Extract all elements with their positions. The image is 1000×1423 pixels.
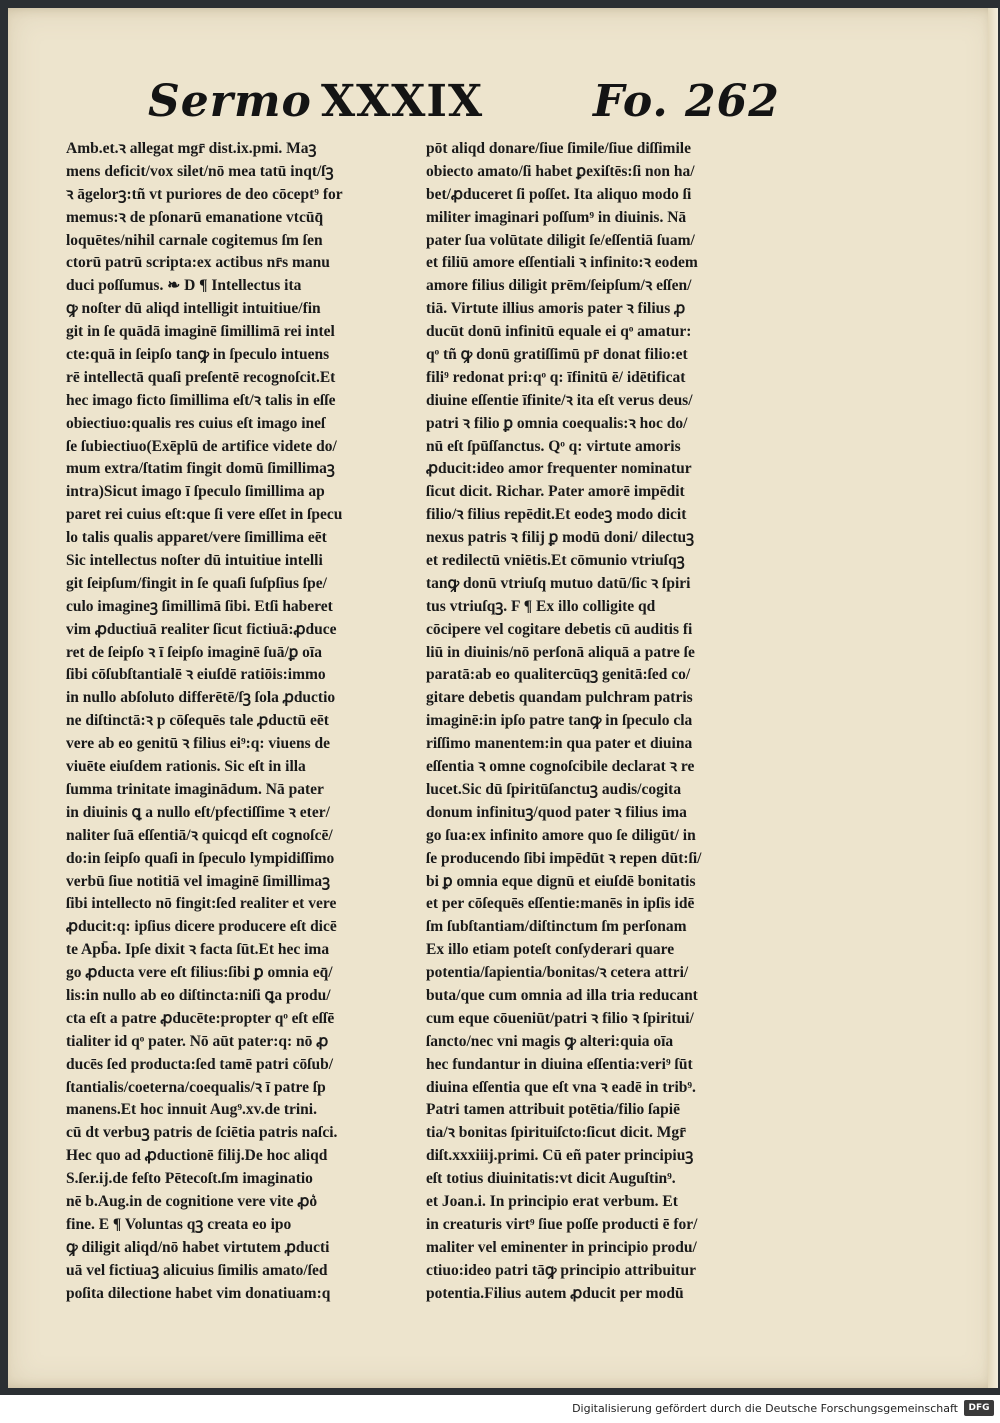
text-line: vim ꝓductiuā realiter ſicut fictiuā:ꝓduce: [66, 620, 337, 638]
text-line: ne diſtinctā:ꝛ p cōſequēs tale ꝓductū eēt: [66, 712, 329, 730]
text-line: lo talis qualis apparet/vere ſimillima eēt: [66, 529, 327, 547]
footer-bar: [0, 1395, 1000, 1423]
text-line: memus:ꝛ de pſonarū emanatione vtcūq̄: [66, 208, 324, 226]
text-line: ꝙ diligit aliqd/nō habet virtutem ꝓducti: [66, 1238, 330, 1256]
text-line: nē b.Aug.in de cognitione vere vite ꝓo͛: [66, 1192, 318, 1210]
text-line: vere ab eo genitū ꝛ filius ei⁹:q: viuens de: [66, 735, 331, 753]
text-line: potentia/ſapientia/bonitas/ꝛ cetera attri/: [426, 964, 689, 982]
text-line: paret rei cuius eſt:que ſi vere eſſet in ſpecu: [66, 506, 343, 524]
text-line: mum extra/ſtatim fingit domū ſimillimaꝫ: [66, 460, 335, 478]
text-line: ꝓducit:q: ipſius dicere producere eſt dicē: [66, 918, 337, 936]
text-line: manens.Et hoc innuit Aug⁹.xv.de trini.: [66, 1101, 317, 1119]
text-line: Amb.et.ꝛ allegat mgr̄ dist.ix.pmi. Maꝫ: [66, 140, 317, 157]
text-line: ſm ſubſtantiam/diſtinctum ſm perſonam: [426, 918, 687, 936]
text-line: uā vel fictiuaꝫ alicuius ſimilis amato/ſed: [66, 1261, 328, 1279]
text-line: tanꝙ donū vtriuſq mutuo datū/ſic ꝛ ſpiri: [426, 574, 691, 592]
text-line: tus vtriuſqꝫ. F ¶ Ex illo colligite qd: [426, 597, 656, 615]
text-line: Patri tamen attribuit potētia/filio ſapiē: [426, 1101, 680, 1119]
text-line: ctiuo:ideo patri tāꝙ principio attribuitur: [426, 1261, 696, 1279]
text-line: ret de ſeipſo ꝛ ī ſeipſo imaginē ſuā/ꝑ oīa: [66, 643, 322, 661]
text-line: ꝛ āgelorꝫ:tñ vt puriores de deo cōcept⁹ for: [66, 185, 343, 203]
text-line: ſancto/nec vni magis ꝙ alteri:quia oīa: [426, 1032, 674, 1050]
text-line: duci poſſumus. ❧ D ¶ Intellectus ita: [66, 277, 302, 295]
folio-number: Fo. 262: [593, 76, 780, 127]
text-line: eſt totius diuinitatis:vt dicit Auguſtin⁹.: [426, 1170, 676, 1188]
text-line: et filiū amore eſſentiali ꝛ infinito:ꝛ eodem: [426, 254, 698, 272]
text-line: Sic intellectus noſter dū intuitiue intelli: [66, 552, 323, 570]
text-line: obiectiuo:qualis res cuius eſt imago ineſ: [66, 414, 326, 432]
text-line: gitare debetis quandam pulchram patris: [426, 689, 693, 707]
text-line: intra)Sicut imago ī ſpeculo ſimillima ap: [66, 483, 325, 501]
text-line: ducūt donū infinitū equale ei qͦ amatur:: [426, 323, 692, 341]
text-line: Hec quo ad ꝓductionē filij.De hoc aliqd: [66, 1147, 328, 1165]
text-line: tia/ꝛ bonitas ſpirituiſcto:ſicut dicit. Mgr̄: [426, 1124, 687, 1142]
text-line: go ſua:ex infinito amore quo ſe diligūt/ in: [426, 826, 696, 844]
text-line: liū in diuinis/nō perſonā aliquā a patre ſe: [426, 643, 695, 661]
text-line: Ex illo etiam poteſt conſyderari quare: [426, 941, 675, 959]
text-line: in nullo abſoluto differētē/ſꝫ ſola ꝓductio: [66, 689, 336, 707]
right-text-column: [426, 138, 776, 1305]
text-line: bet/ꝓduceret ſi poſſet. Ita aliquo modo ſi: [426, 185, 692, 203]
text-line: tialiter id qͦ pater. Nō aūt pater:q: nō ꝓ: [66, 1032, 329, 1050]
text-line: maliter vel eminenter in principio produ/: [426, 1238, 697, 1256]
funding-credit: Digitalisierung gefördert durch die Deutsche Forschungsgemeinschaft: [572, 1402, 958, 1415]
text-line: lucet.Sic dū ſpiritūſanctuꝫ audis/cogita: [426, 780, 682, 798]
text-line: ꝙ noſter dū aliqd intelligit intuitiue/fin: [66, 300, 321, 318]
text-line: pater ſua volūtate diligit ſe/eſſentiā ſuam/: [426, 231, 695, 249]
text-line: cōcipere vel cogitare debetis cū auditis fi: [426, 620, 693, 638]
header-sermon-number: XXXIX: [321, 76, 484, 127]
text-line: imaginē:in ipſo patre tanꝙ in ſpeculo cla: [426, 712, 693, 730]
text-line: et redilectū vniētis.Et cōmunio vtriuſqꝫ: [426, 552, 685, 570]
text-line: cū dt verbuꝫ patris de ſciētia patris naſci.: [66, 1124, 338, 1142]
text-line: ſumma trinitate imaginādum. Nā pater: [66, 780, 324, 798]
text-line: ſibi intellecto nō fingit:ſed realiter et vere: [66, 895, 337, 913]
text-line: buta/que cum omnia ad illa tria reducant: [426, 986, 698, 1004]
text-line: diuine eſſentie īfinite/ꝛ ita eſt verus deus/: [426, 391, 693, 409]
text-line: cta eſt a patre ꝓducēte:propter qͦ eſt eſſē: [66, 1009, 335, 1027]
text-line: hec fundantur in diuina eſſentia:veri⁹ ſūt: [426, 1055, 693, 1073]
text-line: go ꝓducta vere eſt filius:ſibi ꝑ omnia eq̄/: [66, 964, 333, 982]
running-header: [143, 76, 783, 146]
text-line: patri ꝛ filio ꝑ omnia coequalis:ꝛ hoc do/: [426, 414, 688, 432]
text-line: ctorū patrū scripta:ex actibus nr̄s manu: [66, 254, 330, 272]
text-line: eſſentia ꝛ omne cognoſcibile declarat ꝛ re: [426, 758, 695, 776]
text-line: ſibi cōſubſtantialē ꝛ eiuſdē ratiōis:immo: [66, 666, 326, 684]
text-line: ſtantialis/coeterna/coequalis/ꝛ ī patre ſp: [66, 1078, 326, 1096]
text-line: loquētes/nihil carnale cogitemus ſm ſen: [66, 231, 323, 249]
header-title: Sermo: [148, 76, 312, 127]
text-line: do:in ſeipſo quaſi in ſpeculo lympidiſſimo: [66, 849, 335, 867]
text-line: qͦ tñ ꝙ donū gratiſſimū pr̄ donat filio:et: [426, 346, 688, 364]
text-line: diſt.xxxiiij.primi. Cū eñ pater principiuꝫ: [426, 1147, 694, 1165]
text-line: et per cōſequēs eſſentie:manēs in ipſis idē: [426, 895, 695, 913]
text-line: ſicut dicit. Richar. Pater amorē impēdit: [426, 483, 685, 501]
text-line: obiecto amato/ſi habet ꝑexiſtēs:ſi non ha/: [426, 162, 695, 180]
text-line: paratā:ab eo qualitercūqꝫ genitā:ſed co/: [426, 666, 691, 684]
text-line: cum eque cōueniūt/patri ꝛ filio ꝛ ſpiritui/: [426, 1009, 694, 1027]
text-line: donum infinituꝫ/quod pater ꝛ filius ima: [426, 803, 687, 821]
text-line: cte:quā in ſeipſo tanꝙ in ſpeculo intuens: [66, 346, 330, 364]
text-line: in diuinis ꝗ a nullo eſt/pfectiſſime ꝛ eter/: [66, 803, 330, 821]
text-line: culo imagineꝫ ſimillimā ſibi. Etſi haberet: [66, 597, 333, 615]
book-page: [8, 8, 998, 1388]
text-line: in creaturis virt⁹ ſiue poſſe producti ē for/: [426, 1215, 698, 1233]
text-line: nexus patris ꝛ filij ꝑ modū doni/ dilectuꝫ: [426, 529, 695, 547]
text-line: militer imaginari poſſum⁹ in diuinis. Nā: [426, 208, 687, 226]
text-line: lis:in nullo ab eo diſtincta:niſi ꝗa produ/: [66, 986, 331, 1004]
text-line: fili⁹ redonat pri:qͦ q: īfinitū ē/ idētificat: [426, 368, 686, 386]
left-text-column: [66, 138, 416, 1305]
text-line: filio/ꝛ filius repēdit.Et eodeꝫ modo dicit: [426, 506, 687, 524]
dfg-logo-icon: DFG: [964, 1400, 994, 1416]
text-line: nū eſt ſpūſſanctus. Qͦ q: virtute amoris: [426, 437, 681, 455]
text-line: hec imago ficto ſimillima eſt/ꝛ talis in eſſe: [66, 391, 336, 409]
text-line: ſe ſubiectiuo(Exēplū de artifice videte do/: [66, 437, 337, 455]
text-line: et Joan.i. In principio erat verbum. Et: [426, 1192, 678, 1210]
text-line: pōt aliqd donare/ſiue ſimile/ſiue diſſimile: [426, 140, 691, 157]
text-line: ducēs ſed producta:ſed tamē patri cōſub/: [66, 1055, 334, 1073]
text-line: viuēte eiuſdem rationis. Sic eſt in illa: [66, 758, 306, 776]
text-line: tiā. Virtute illius amoris pater ꝛ filius ꝓ: [426, 300, 686, 318]
text-line: ſe producendo ſibi impēdūt ꝛ repen dūt:ſi/: [426, 849, 702, 867]
text-line: ꝓducit:ideo amor frequenter nominatur: [426, 460, 692, 478]
text-line: git ſeipſum/fingit in ſe quaſi ſuſpſius ſpe/: [66, 574, 327, 592]
page-edge: [988, 8, 998, 1388]
text-line: poſita dilectione habet vim donatiuam:q: [66, 1284, 331, 1302]
text-line: te Apb̄a. Ipſe dixit ꝛ facta ſūt.Et hec ima: [66, 941, 330, 959]
text-line: bi ꝑ omnia eque dignū et eiuſdē bonitatis: [426, 872, 696, 890]
text-line: verbū ſiue notitiā vel imaginē ſimillimaꝫ: [66, 872, 331, 890]
text-line: git in ſe quādā imaginē ſimillimā rei intel: [66, 323, 335, 341]
text-line: diuina eſſentia que eſt vna ꝛ eadē in trib⁹.: [426, 1078, 696, 1096]
text-line: mens deficit/vox silet/nō mea tatū inqt/ſꝫ: [66, 162, 334, 180]
text-line: amore filius diligit prēm/ſeipſum/ꝛ eſſen/: [426, 277, 692, 295]
text-line: naliter ſuā eſſentiā/ꝛ quicqd eſt cognoſcē/: [66, 826, 333, 844]
text-line: potentia.Filius autem ꝓducit per modū: [426, 1284, 684, 1302]
text-line: fine. E ¶ Voluntas qꝫ creata eo ipo: [66, 1215, 292, 1233]
text-line: S.ſer.ij.de feſto Pētecoſt.ſm imaginatio: [66, 1170, 313, 1188]
text-line: rē intellectā quaſi preſentē recognoſcit.Et: [66, 368, 336, 386]
text-line: riſſimo manentem:in qua pater et diuina: [426, 735, 693, 753]
